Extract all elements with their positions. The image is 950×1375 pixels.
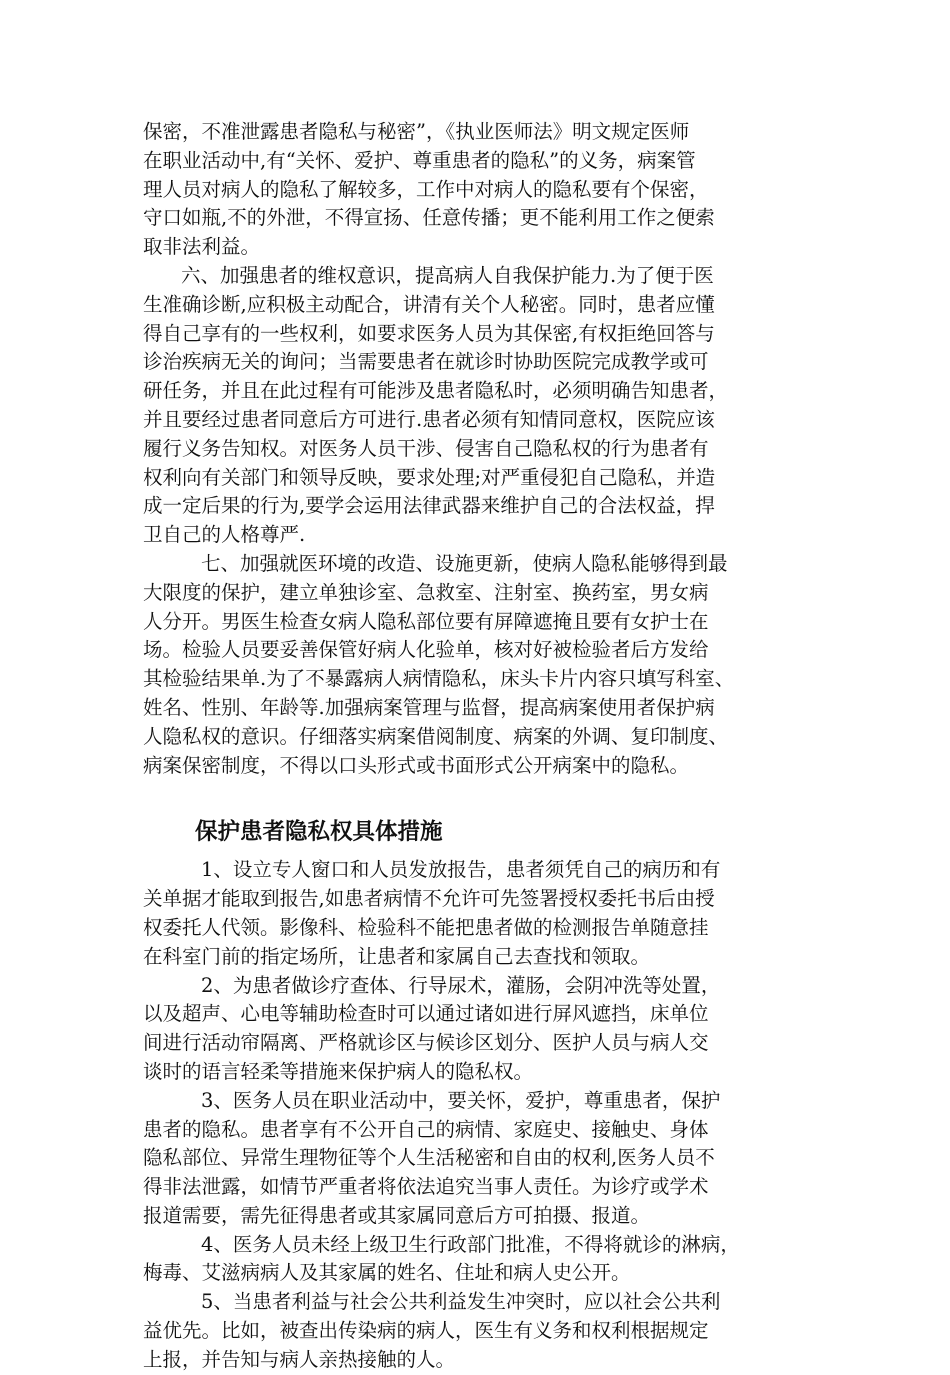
text-line: 上报，并告知与病人亲热接触的人。	[143, 1347, 456, 1371]
text-line: 六、加强患者的维权意识，提高病人自我保护能力.为了便于医	[181, 263, 714, 287]
text-line: 在科室门前的指定场所，让患者和家属自己去查找和领取。	[143, 944, 651, 968]
paragraph-measure-4	[143, 1231, 825, 1289]
text-line: 七、加强就医环境的改造、设施更新，使病人隐私能够得到最	[201, 551, 728, 575]
text-line: 关单据才能取到报告,如患者病情不允许可先签署授权委托书后由授	[143, 887, 715, 911]
text-line: 2、为患者做诊疗查体、行导尿术，灌肠，会阴冲洗等处置，	[201, 973, 721, 997]
text-line: 权委托人代领。影像科、检验科不能把患者做的检测报告单随意挂	[143, 915, 709, 939]
text-line: 大限度的保护，建立单独诊室、急救室、注射室、换药室，男女病	[143, 580, 709, 604]
paragraph-section-6	[143, 262, 825, 550]
text-line: 生准确诊断,应积极主动配合，讲清有关个人秘密。同时，患者应懂	[143, 292, 715, 316]
text-line: 保密，不准泄露患者隐私与秘密”，《执业医师法》明文规定医师	[143, 120, 690, 143]
text-line: 成一定后果的行为,要学会运用法律武器来维护自己的合法权益，捍	[143, 494, 715, 518]
text-line: 报道需要，需先征得患者或其家属同意后方可拍摄、报道。	[143, 1203, 651, 1227]
text-line: 诊治疾病无关的询问；当需要患者在就诊时协助医院完成教学或可	[143, 350, 709, 374]
document-page	[143, 118, 825, 1375]
text-line: 益优先。比如，被查出传染病的病人，医生有义务和权利根据规定	[143, 1319, 709, 1343]
paragraph-confidentiality-continued	[143, 118, 825, 262]
paragraph-measure-2	[143, 972, 825, 1087]
text-line: 履行义务告知权。对医务人员干涉、侵害自己隐私权的行为患者有	[143, 436, 709, 460]
text-line: 4、医务人员未经上级卫生行政部门批准，不得将就诊的淋病，	[201, 1232, 740, 1256]
text-line: 以及超声、心电等辅助检查时可以通过诸如进行屏风遮挡，床单位	[143, 1002, 709, 1026]
paragraph-measure-3	[143, 1087, 825, 1231]
text-line: 谈时的语言轻柔等措施来保护病人的隐私权。	[143, 1059, 534, 1083]
text-line: 病案保密制度，不得以口头形式或书面形式公开病案中的隐私。	[143, 753, 690, 777]
text-line: 取非法利益。	[143, 235, 261, 259]
text-line: 隐私部位、异常生理物征等个人生活秘密和自由的权利,医务人员不	[143, 1146, 715, 1170]
text-line: 卫自己的人格尊严.	[143, 523, 306, 547]
text-line: 姓名、性别、年龄等.加强病案管理与监督，提高病案使用者保护病	[143, 695, 715, 719]
text-line: 理人员对病人的隐私了解较多，工作中对病人的隐私要有个保密，	[143, 177, 709, 201]
text-line: 人隐私权的意识。仔细落实病案借阅制度、病案的外调、复印制度、	[143, 724, 729, 748]
paragraph-section-7	[143, 550, 825, 780]
paragraph-measure-1	[143, 856, 825, 971]
text-line: 守口如瓶,不的外泄，不得宣扬、任意传播；更不能利用工作之便索	[143, 206, 715, 230]
text-line: 人分开。男医生检查女病人隐私部位要有屏障遮掩且要有女护士在	[143, 609, 709, 633]
text-line: 场。检验人员要妥善保管好病人化验单，核对好被检验者后方发给	[143, 638, 709, 662]
text-line: 其检验结果单.为了不暴露病人病情隐私，床头卡片内容只填写科室、	[143, 667, 735, 691]
text-line: 患者的隐私。患者享有不公开自己的病情、家庭史、接触史、身体	[143, 1117, 709, 1141]
text-line: 3、医务人员在职业活动中，要关怀，爱护，尊重患者，保护	[201, 1088, 721, 1112]
text-line: 得非法泄露，如情节严重者将依法追究当事人责任。为诊疗或学术	[143, 1175, 709, 1199]
text-line: 得自己享有的一些权利，如要求医务人员为其保密,有权拒绝回答与	[143, 321, 715, 345]
text-line: 权利向有关部门和领导反映，要求处理;对严重侵犯自己隐私，并造	[143, 465, 716, 489]
section-heading: 保护患者隐私权具体措施	[195, 819, 443, 846]
text-line: 1、设立专人窗口和人员发放报告，患者须凭自己的病历和有	[201, 858, 721, 882]
text-line: 在职业活动中,有“关怀、爱护、尊重患者的隐私”的义务，病案管	[143, 148, 696, 172]
text-line: 研任务，并且在此过程有可能涉及患者隐私时，必须明确告知患者，	[143, 379, 729, 403]
paragraph-measure-5	[143, 1288, 825, 1374]
text-line: 梅毒、艾滋病病人及其家属的姓名、住址和病人史公开。	[143, 1261, 631, 1285]
text-line: 间进行活动帘隔离、严格就诊区与候诊区划分、医护人员与病人交	[143, 1031, 709, 1055]
text-line: 5、当患者利益与社会公共利益发生冲突时，应以社会公共利	[201, 1290, 721, 1314]
text-line: 并且要经过患者同意后方可进行.患者必须有知情同意权，医院应该	[143, 407, 715, 431]
